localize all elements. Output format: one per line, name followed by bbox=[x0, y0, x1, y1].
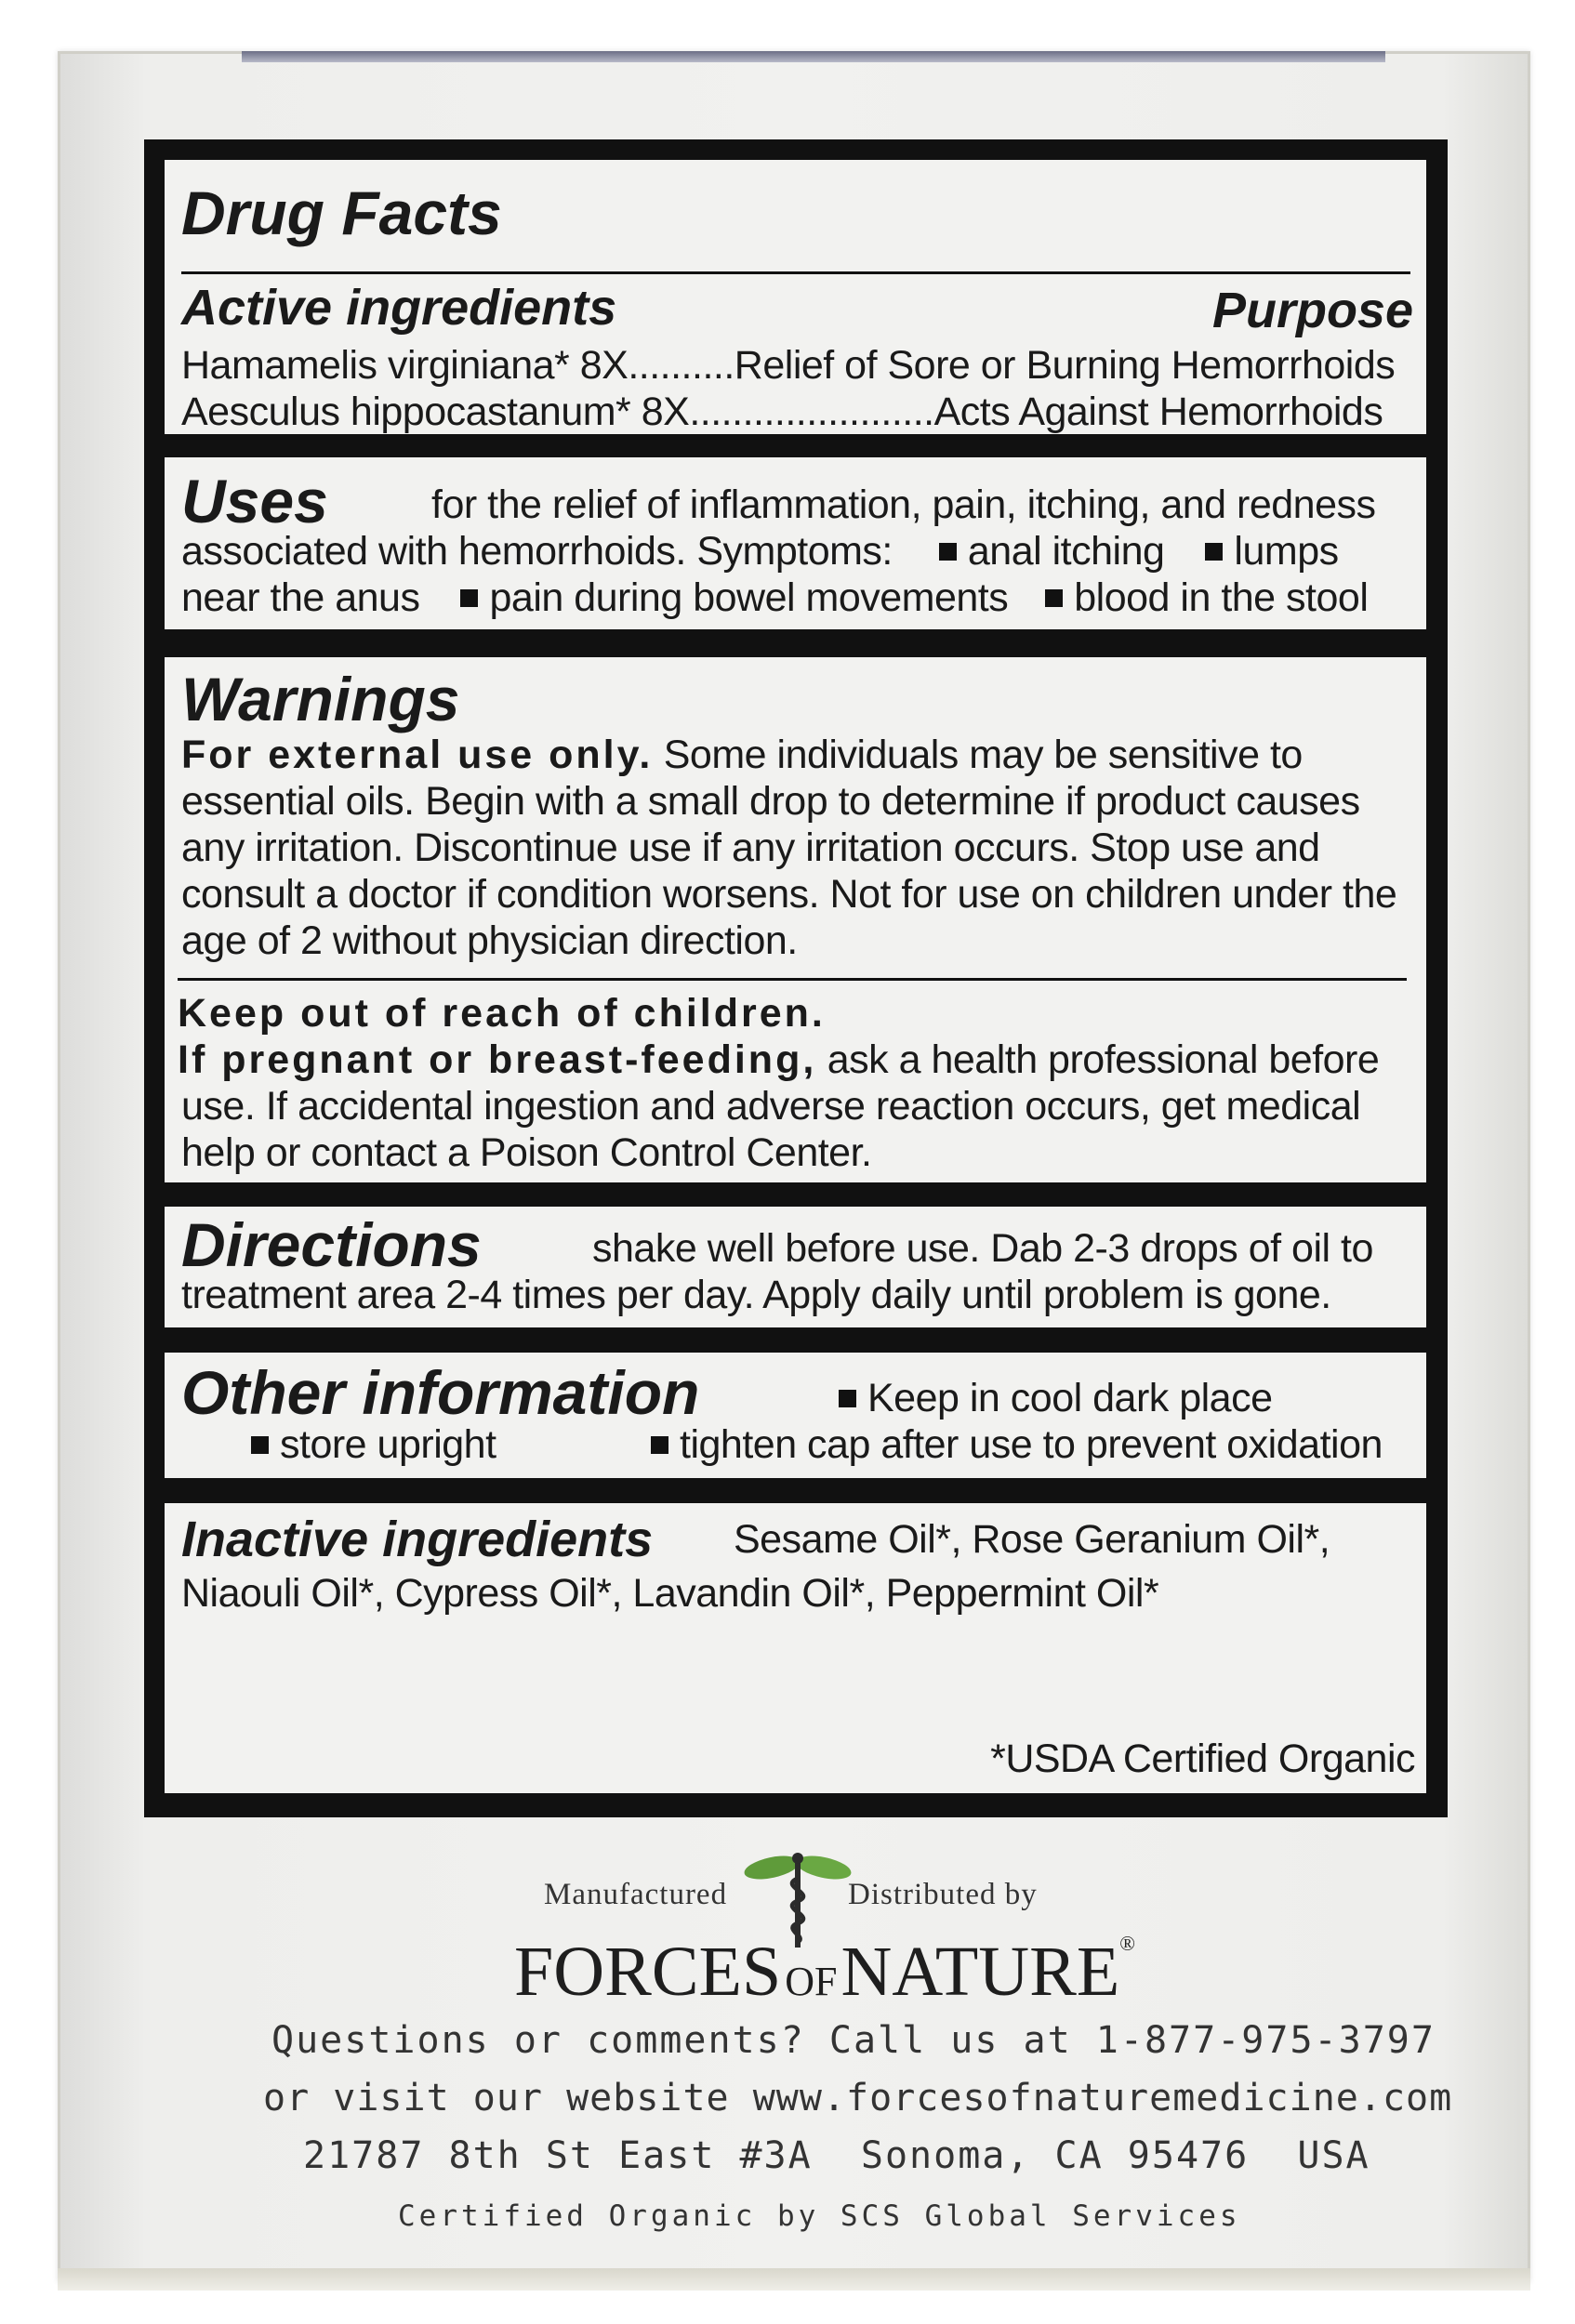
address-line: 21787 8th St East #3A Sonoma, CA 95476 USA bbox=[303, 2134, 1370, 2177]
warnings-line-5: age of 2 without physician direction. bbox=[181, 918, 798, 963]
package-bottom-edge bbox=[58, 2268, 1530, 2291]
ingredient-purpose: Relief of Sore or Burning Hemorrhoids bbox=[734, 343, 1396, 388]
ingredient-name: Hamamelis virginiana* 8X bbox=[181, 343, 629, 388]
warnings-line-9: help or contact a Poison Control Center. bbox=[181, 1130, 872, 1175]
warnings-line-4: consult a doctor if condition worsens. Not for use on children under the bbox=[181, 872, 1397, 917]
warnings-line-8: use. If accidental ingestion and adverse reaction occurs, get medical bbox=[181, 1084, 1361, 1129]
other-info-item-1: Keep in cool dark place bbox=[839, 1375, 1273, 1421]
other-info-item-3: tighten cap after use to prevent oxidation bbox=[651, 1421, 1383, 1468]
warnings-line-3: any irritation. Discontinue use if any irritation occurs. Stop use and bbox=[181, 825, 1320, 870]
manufactured-label: Manufactured bbox=[544, 1878, 728, 1911]
ingredient-purpose: Acts Against Hemorrhoids bbox=[933, 390, 1383, 434]
title-divider bbox=[181, 271, 1410, 274]
brand-nature: NATURE bbox=[840, 1933, 1120, 2011]
leader-dots: .......... bbox=[628, 343, 735, 388]
ingredient-name: Aesculus hippocastanum* 8X bbox=[181, 390, 690, 434]
bullet-square bbox=[1205, 543, 1223, 561]
inactive-ingredients-panel bbox=[165, 1503, 1426, 1793]
questions-line: Questions or comments? Call us at 1-877-975-3797 bbox=[271, 2019, 1436, 2062]
drug-facts-title: Drug Facts bbox=[181, 178, 502, 247]
bullet-square bbox=[939, 543, 957, 561]
active-ingredients-panel bbox=[165, 160, 1426, 434]
warnings-divider bbox=[178, 978, 1407, 981]
uses-panel bbox=[165, 457, 1426, 629]
keep-out-of-reach: Keep out of reach of children. bbox=[178, 991, 826, 1036]
directions-line-2: treatment area 2-4 times per day. Apply daily until problem is gone. bbox=[181, 1273, 1331, 1317]
inactive-line-1: Sesame Oil*, Rose Geranium Oil*, bbox=[734, 1517, 1330, 1562]
directions-line-1: shake well before use. Dab 2-3 drops of oil to bbox=[592, 1226, 1373, 1271]
package-top-edge bbox=[242, 51, 1385, 62]
directions-heading: Directions bbox=[181, 1210, 482, 1279]
other-information-panel bbox=[165, 1353, 1426, 1478]
warnings-line-2: essential oils. Begin with a small drop to determine if product causes bbox=[181, 779, 1360, 824]
website-line: or visit our website www.forcesofnaturemedicine.com bbox=[263, 2077, 1453, 2119]
other-info-item-2: store upright bbox=[251, 1421, 496, 1468]
brand-of: OF bbox=[785, 1959, 838, 2004]
inactive-line-2: Niaouli Oil*, Cypress Oil*, Lavandin Oil*, Peppermint Oil* bbox=[181, 1571, 1159, 1616]
uses-heading: Uses bbox=[181, 467, 328, 535]
active-ingredients-heading: Active ingredients bbox=[181, 280, 617, 336]
pregnant-warning: If pregnant or breast-feeding, ask a health professional before bbox=[178, 1037, 1380, 1082]
leader-dots: ....................... bbox=[689, 390, 934, 434]
uses-line-3: near the anus pain during bowel movements blood in the stool bbox=[181, 575, 1369, 620]
organic-footnote: *USDA Certified Organic bbox=[990, 1736, 1415, 1781]
certified-line: Certified Organic by SCS Global Services bbox=[398, 2199, 1241, 2233]
uses-line-2: associated with hemorrhoids. Symptoms: anal itching lumps bbox=[181, 529, 1339, 574]
bullet-square bbox=[839, 1390, 856, 1407]
brand-forces: FORCES bbox=[514, 1933, 782, 2011]
other-information-heading: Other information bbox=[181, 1358, 700, 1427]
bullet-square bbox=[1045, 589, 1063, 607]
warnings-heading: Warnings bbox=[181, 665, 460, 733]
bullet-square bbox=[651, 1436, 668, 1454]
drug-facts-label bbox=[144, 139, 1448, 1817]
uses-line-1: for the relief of inflammation, pain, itching, and redness bbox=[431, 482, 1376, 527]
active-row-2 bbox=[181, 389, 1383, 435]
warnings-panel bbox=[165, 657, 1426, 1182]
warnings-line-1: For external use only. Some individuals may be sensitive to bbox=[181, 733, 1303, 777]
distributed-label: Distributed by bbox=[848, 1878, 1038, 1911]
inactive-ingredients-heading: Inactive ingredients bbox=[181, 1512, 654, 1567]
purpose-heading: Purpose bbox=[1211, 283, 1413, 338]
bullet-square bbox=[460, 589, 478, 607]
directions-panel bbox=[165, 1207, 1426, 1327]
registered-mark: ® bbox=[1119, 1932, 1135, 1955]
brand-wordmark bbox=[514, 1932, 1135, 2013]
active-row-1 bbox=[181, 342, 1395, 389]
bullet-square bbox=[251, 1436, 269, 1454]
